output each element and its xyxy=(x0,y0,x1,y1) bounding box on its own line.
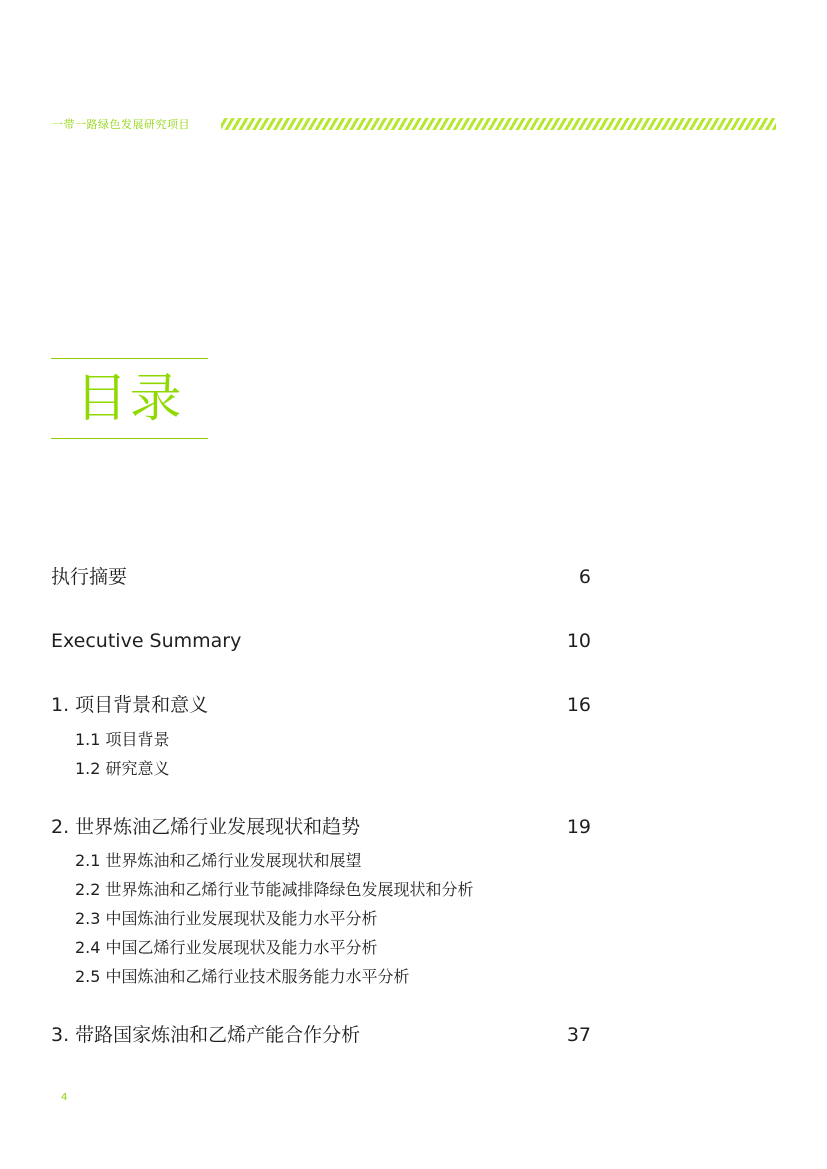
toc-entry-page: 19 xyxy=(566,816,591,838)
toc-subentry-1-1[interactable]: 1.1 项目背景 xyxy=(75,730,170,749)
toc-entry-section-1[interactable] xyxy=(51,691,591,719)
hatch-decoration xyxy=(221,118,776,130)
project-label: 一带一路绿色发展研究项目 xyxy=(52,118,190,131)
toc-subentry-1-2[interactable]: 1.2 研究意义 xyxy=(75,759,170,778)
toc-subentry-2-2[interactable]: 2.2 世界炼油和乙烯行业节能减排降绿色发展现状和分析 xyxy=(75,880,474,899)
page-number: 4 xyxy=(61,1092,68,1103)
toc-entry-label: 3. 带路国家炼油和乙烯产能合作分析 xyxy=(51,1024,361,1046)
toc-entry-section-2[interactable] xyxy=(51,813,591,841)
toc-entry-label: Executive Summary xyxy=(51,630,242,652)
toc-entry-section-3[interactable] xyxy=(51,1021,591,1049)
toc-entry-label: 2. 世界炼油乙烯行业发展现状和趋势 xyxy=(51,816,361,838)
page-title: 目录 xyxy=(75,369,184,429)
toc-entry-label: 执行摘要 xyxy=(51,566,128,588)
toc-subentry-2-4[interactable]: 2.4 中国乙烯行业发展现状及能力水平分析 xyxy=(75,938,378,957)
toc-subentry-2-3[interactable]: 2.3 中国炼油行业发展现状及能力水平分析 xyxy=(75,909,378,928)
title-rule-top xyxy=(51,358,208,359)
title-rule-bottom xyxy=(51,438,208,439)
toc-entry-page: 16 xyxy=(566,694,591,716)
toc-entry-label: 1. 项目背景和意义 xyxy=(51,694,209,716)
toc-entry-executive-summary-en[interactable] xyxy=(51,627,591,655)
toc-entry-page: 37 xyxy=(566,1024,591,1046)
toc-entry-executive-summary-cn[interactable] xyxy=(51,563,591,591)
toc-subentry-2-5[interactable]: 2.5 中国炼油和乙烯行业技术服务能力水平分析 xyxy=(75,967,410,986)
toc-subentry-2-1[interactable]: 2.1 世界炼油和乙烯行业发展现状和展望 xyxy=(75,851,362,870)
toc-entry-page: 6 xyxy=(578,566,591,588)
toc-entry-page: 10 xyxy=(566,630,591,652)
header-bar xyxy=(52,114,776,134)
